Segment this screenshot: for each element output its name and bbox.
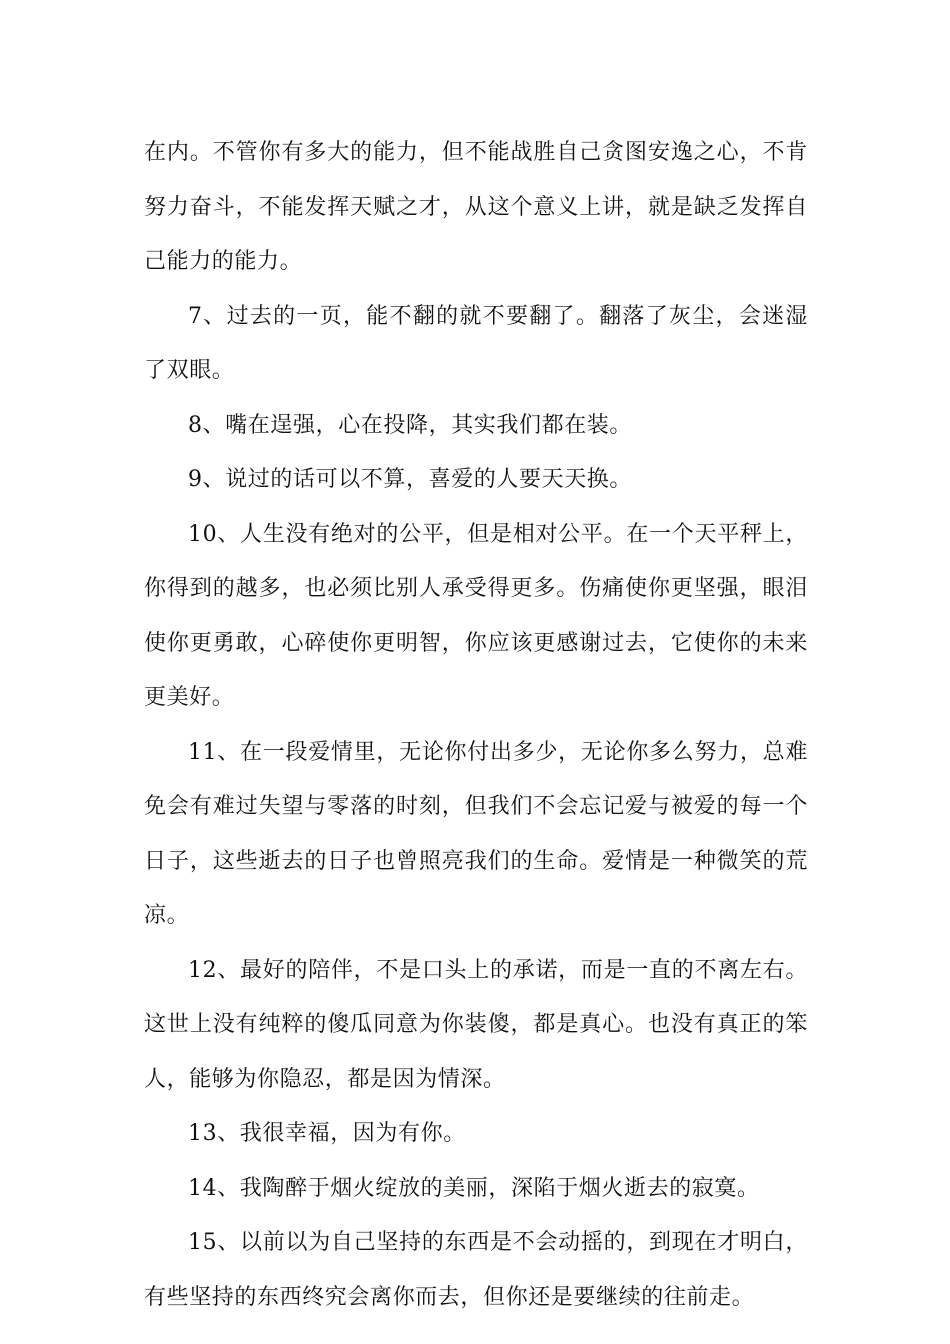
- document-body: [144, 126, 808, 1325]
- paragraph-item-11: 11、在一段爱情里，无论你付出多少，无论你多么努力，总难免会有难过失望与零落的时刻，但我们不会忘记爱与被爱的每一个日子，这些逝去的日子也曾照亮我们的生命。爱情是一种微笑的荒凉。: [144, 739, 808, 928]
- paragraph-continuation: 在内。不管你有多大的能力，但不能战胜自己贪图安逸之心，不肯努力奋斗，不能发挥天赋之才，从这个意义上讲，就是缺乏发挥自己能力的能力。: [144, 140, 808, 274]
- paragraph-item-10: 10、人生没有绝对的公平，但是相对公平。在一个天平秤上，你得到的越多，也必须比别人承受得更多。伤痛使你更坚强，眼泪使你更勇敢，心碎使你更明智，你应该更感谢过去，它使你的未来更美好。: [144, 521, 808, 710]
- paragraph-item-15: 15、以前以为自己坚持的东西是不会动摇的，到现在才明白，有些坚持的东西终究会离你而去，但你还是要继续的往前走。: [144, 1230, 808, 1310]
- paragraph-item-14: 14、我陶醉于烟火绽放的美丽，深陷于烟火逝去的寂寞。: [188, 1175, 760, 1201]
- paragraph-item-9: 9、说过的话可以不算，喜爱的人要天天换。: [188, 467, 632, 492]
- paragraph-item-8: 8、嘴在逞强，心在投降，其实我们都在装。: [188, 412, 632, 438]
- paragraph-item-7: 7、过去的一页，能不翻的就不要翻了。翻落了灰尘，会迷湿了双眼。: [144, 303, 808, 383]
- paragraph-item-12: 12、最好的陪伴，不是口头上的承诺，而是一直的不离左右。这世上没有纯粹的傻瓜同意为你装傻，都是真心。也没有真正的笨人，能够为你隐忍，都是因为情深。: [144, 957, 808, 1092]
- paragraph-item-13: 13、我很幸福，因为有你。: [188, 1121, 466, 1146]
